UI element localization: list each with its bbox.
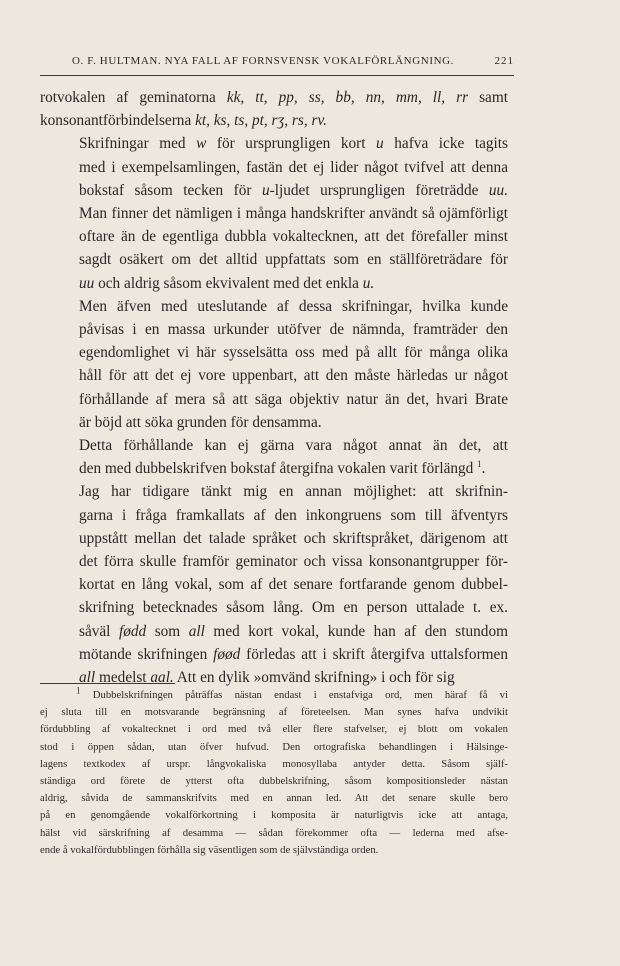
footnote-text: lagens textkodex af urspr. långvokaliska monosyllaba antyder detta. Såsom själf- [40,757,508,770]
text-line: garna i fråga framkallats af den inkongruens som till äfventyrs [79,506,508,524]
italic-word: u [262,181,270,199]
footnote-line [40,807,508,824]
footnote-text: på en genomgående vokalförkortning i komposita är naturligtvis icke att antaga, [40,809,508,822]
text-line: med i exempelsamlingen, fastän det ej lider något tvifvel att denna [79,158,508,176]
text-line: mötande skrifningen føød förledas att i skrift återgifva uttalsformen [79,645,508,663]
text-line: bokstaf såsom tecken för u-ljudet ursprungligen företrädde uu. [79,181,509,199]
running-title: O. F. HULTMAN. NYA FALL AF FORNSVENSK VOKALFÖRLÄNGNING. [72,55,455,67]
italic-word: w [196,135,207,153]
text-line: den med dubbelskrifven bokstaf återgifna vokalen varit förlängd $^1$. [79,459,486,478]
page-number: 221 [494,55,514,67]
footnote-number: 1 [76,685,81,696]
text-line: uu och aldrig såsom ekvivalent med det enkla u. [79,274,375,292]
text-line: Detta förhållande kan ej gärna vara något annat än det, att [79,437,508,455]
text-line: är böjd att söka grunden för densamma. [79,413,322,431]
italic-word: føød [213,645,241,663]
footnote-line [40,721,508,738]
footnote-text: ej sluta till en motsvarande begränsning af företeelsen. Man synes hafva undvikit [40,706,508,719]
text-line: Jag har tidigare tänkt mig en annan möjlighet: att skrifnin- [79,483,508,501]
footnote-text: stod i öppen sådan, utan öfver hufvud. Den ortografiska behandlingen i Hälsinge- [40,740,508,753]
footnote-rule [40,683,175,684]
text-line: håll för att det ej vore uppenbart, att den måste härledas ur något [79,367,508,385]
italic-word: all [188,622,205,640]
footnote-line [40,687,508,704]
footnote-text: fördubbling af vokaltecknet i ord med två eller flere stafvelser, ej blott om vokalen [40,723,508,736]
italic-word: all [79,669,96,687]
text-line: Skrifningar med w för ursprungligen kort u hafva icke tagits [79,135,508,153]
footnote [40,687,508,859]
text-line: egendomlighet vi här sysselsätta oss med på allt för många olika [79,344,508,362]
text-line: Man finner det nämligen i många handskrifter användt så ojämförligt [79,205,508,223]
text-line: sagdt osäkert om det alltid uppfattats som en ställföreträdare för [79,251,508,269]
italic-word: aal. [150,669,174,687]
italic-word: fødd [118,622,147,640]
footnote-line [40,756,508,773]
italic-word: uu. [488,181,509,199]
text-line: det förra skulle framför geminator och vissa konsonantgrupper för- [79,553,508,571]
paragraph [40,480,508,689]
italic-word: u [376,135,384,153]
text-line: rotvokalen af geminatorna kk, tt, pp, ss, bb, nn, mm, ll, rr samt [40,89,508,106]
footnote-text: Dubbelskrifningen påträffas nästan endast i enstafviga ord, men häraf få vi [92,689,508,701]
footnote-text: ständiga ord förete de ytterst ofta dubbelskrifning, såsom kompositionsleder nästan [40,775,508,788]
body-text [40,86,508,689]
text-line: påvisas i en massa urkunder utöfver de nämnda, framträder den [79,321,508,339]
footnote-text: ende å vokalfördubblingen förhålla sig väsentligen som de självständiga orden. [40,843,379,856]
text-line: skrifning betecknades såsom lång. Om en person uttalade t. ex. [79,599,508,617]
running-header [72,54,514,68]
footnote-marker: 1 [477,459,482,470]
text-line: all medelst aal. Att en dylik »omvänd skrifning» i och för sig [79,669,455,687]
header-rule [40,75,514,76]
footnote-line [40,790,508,807]
text-line: oftare än de egentliga dubbla vokaltecknen, att det förefaller minst [79,228,508,246]
paragraph [40,295,508,434]
footnote-line [40,773,508,790]
text-line: uppstått mellan det talade språket och skriftspråket, därigenom att [79,529,508,547]
paragraph [40,132,508,294]
footnote-line [40,704,508,721]
footnote-line [40,739,508,756]
text-line: såväl fødd som all med kort vokal, kunde han af den stundom [79,622,509,640]
italic-word: kt, ks, ts, pt, rʒ, rs, rv. [195,112,327,130]
footnote-text: hälst vid särskrifning af desamma — sådan förekommer ofta — lederna med afse- [40,826,508,839]
footnote-line [40,842,508,859]
italic-word: kk, tt, pp, ss, bb, nn, mm, ll, rr [226,89,469,106]
italic-word: u. [362,274,375,292]
text-line: förhållande af mera så att säga objektiv natur än det, hvari Brate [79,390,508,408]
footnote-line [40,825,508,842]
footnote-text: aldrig, såvida de sammanskrifvits med en annan led. Att det senare skulle bero [40,792,508,805]
paragraph [40,434,508,480]
text-line: Men äfven med uteslutande af dessa skrifningar, hvilka kunde [79,297,508,315]
italic-word: uu [79,274,95,292]
paragraph [40,86,508,132]
text-line: kortat en lång vokal, som af det senare fortfarande genom dubbel- [79,576,508,594]
text-line: konsonantförbindelserna kt, ks, ts, pt, rʒ, rs, rv. [40,112,327,130]
